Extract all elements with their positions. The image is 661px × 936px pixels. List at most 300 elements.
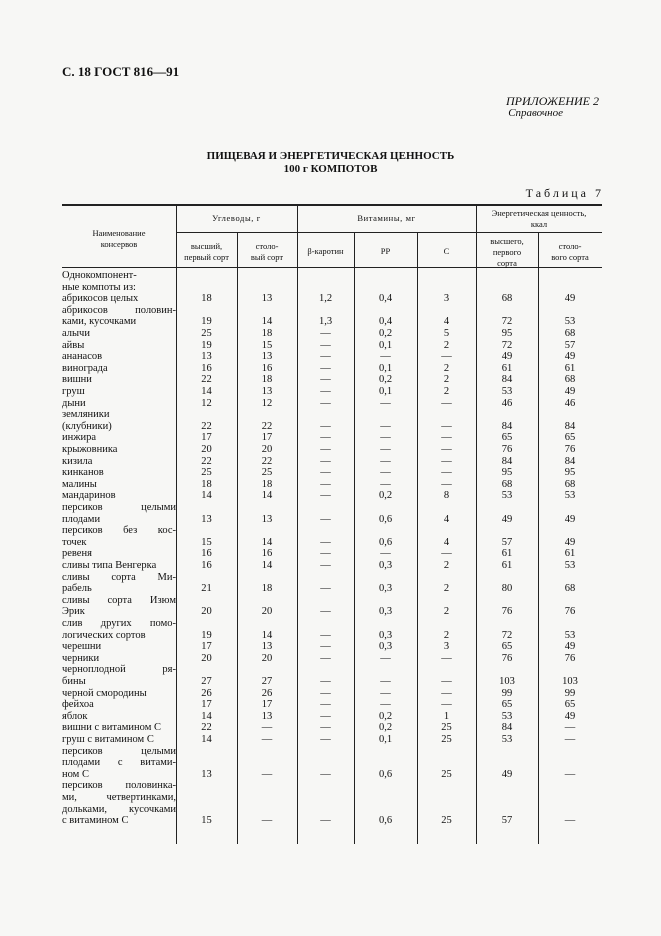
value-pp: — (380, 467, 391, 479)
row-name-line: груш с витамином С (62, 734, 154, 745)
value-energy-high: 84 (501, 374, 513, 386)
value-beta-carotene: 1,2 (318, 293, 333, 305)
table-row (62, 456, 602, 468)
value-beta-carotene: — (320, 629, 331, 641)
value-beta-carotene: — (320, 710, 331, 722)
value-beta-carotene: — (320, 560, 331, 571)
value-carbs-high: 20 (201, 444, 212, 455)
row-name-line: черники (62, 652, 100, 664)
value-pp: 0,3 (378, 560, 393, 571)
value-energy-high: 103 (499, 675, 515, 687)
table-row (62, 409, 602, 432)
value-pp: 0,3 (378, 583, 393, 595)
value-pp: 0,3 (378, 629, 393, 641)
value-c: 5 (443, 328, 450, 339)
value-carbs-table: 18 (261, 478, 273, 490)
value-carbs-high: 14 (201, 386, 212, 397)
row-name-line: Однокомпонент- (62, 270, 137, 281)
table-row (62, 351, 602, 363)
table-label: Таблица 7 (525, 186, 604, 200)
document-title-line1: ПИЩЕВАЯ И ЭНЕРГЕТИЧЕСКАЯ ЦЕННОСТЬ (206, 150, 455, 162)
value-pp: 0,1 (378, 386, 393, 397)
header-carbs: Углеводы, г (212, 213, 261, 223)
value-energy-table: 49 (564, 536, 576, 548)
value-carbs-table: 13 (261, 386, 273, 397)
value-pp: — (380, 397, 391, 409)
value-pp: — (380, 432, 391, 444)
table-row (62, 699, 602, 711)
table-row (62, 432, 602, 444)
value-energy-table: 68 (564, 583, 576, 595)
value-carbs-high: 19 (201, 339, 212, 351)
value-energy-high: 46 (501, 397, 513, 409)
header-energy-table: столо- вого сорта (551, 241, 589, 262)
value-beta-carotene: — (320, 675, 331, 687)
value-c: — (441, 420, 452, 432)
value-beta-carotene: 1,3 (318, 316, 333, 328)
value-carbs-table: 13 (261, 293, 273, 305)
value-carbs-high: 14 (201, 734, 212, 745)
value-carbs-high: 19 (201, 629, 212, 641)
value-beta-carotene: — (320, 699, 331, 711)
row-name-line: яблок (62, 710, 88, 722)
value-c: — (441, 444, 452, 455)
value-pp: 0,2 (378, 328, 393, 339)
row-name-line: черной смородины (62, 687, 147, 699)
table-row (62, 525, 602, 548)
value-energy-table: 49 (564, 641, 576, 653)
row-name-line: сливы типа Венгерка (62, 560, 157, 571)
value-energy-table: — (564, 722, 576, 734)
table-row (62, 328, 602, 340)
value-energy-high: 76 (501, 606, 513, 618)
value-energy-table: — (564, 768, 576, 780)
row-name-line: дольками, кусочками (62, 803, 176, 815)
value-c: — (441, 467, 452, 479)
value-energy-high: 53 (501, 386, 513, 397)
table-row (62, 293, 602, 305)
value-carbs-table: 20 (261, 606, 273, 618)
value-pp: 0,2 (378, 710, 393, 722)
value-c: — (441, 687, 452, 699)
value-c: 3 (443, 641, 450, 653)
value-carbs-high: 22 (201, 420, 212, 432)
value-pp: 0,3 (378, 606, 393, 618)
table-row (62, 374, 602, 386)
row-name-line: крыжовника (62, 444, 118, 455)
table-row (62, 688, 602, 700)
table-row (62, 398, 602, 410)
value-carbs-high: 21 (201, 583, 212, 595)
value-carbs-high: 13 (201, 768, 212, 780)
value-c: 2 (443, 339, 450, 351)
value-carbs-high: 18 (201, 478, 212, 490)
header-carbs-table: столо- вый сорт (250, 241, 284, 262)
value-energy-high: 95 (501, 467, 513, 479)
value-c: 8 (443, 490, 450, 502)
row-name-line: абрикосов половин- (62, 304, 176, 316)
value-beta-carotene: — (320, 386, 331, 397)
value-carbs-high: 16 (201, 362, 212, 374)
value-c: 1 (443, 710, 450, 722)
row-name-line: винограда (62, 362, 108, 374)
value-beta-carotene: — (320, 513, 331, 525)
value-carbs-table: 14 (261, 629, 273, 641)
row-name-line: (клубники) (62, 420, 112, 432)
value-beta-carotene: — (320, 420, 331, 432)
value-pp: 0,6 (378, 815, 393, 827)
value-carbs-high: 20 (201, 652, 212, 664)
table-row (62, 490, 602, 502)
value-carbs-table: 22 (261, 455, 273, 467)
row-name-line: вишни с витамином С (62, 722, 161, 734)
page-header: С. 18 ГОСТ 816—91 (62, 64, 180, 79)
value-carbs-table: 16 (261, 362, 273, 374)
value-c: 2 (443, 560, 450, 571)
value-carbs-high: 22 (201, 722, 212, 734)
value-energy-high: 84 (501, 722, 513, 734)
value-pp: — (380, 687, 391, 699)
value-pp: 0,6 (378, 513, 393, 525)
value-c: 2 (443, 362, 450, 374)
value-carbs-table: 15 (261, 339, 273, 351)
value-c: — (441, 675, 452, 687)
value-carbs-table: 14 (261, 316, 273, 328)
value-carbs-table: 13 (261, 513, 273, 525)
value-pp: — (380, 548, 391, 560)
value-energy-high: 61 (501, 560, 513, 571)
value-energy-high: 72 (501, 316, 513, 328)
value-pp: 0,2 (378, 374, 393, 386)
table-row (62, 780, 602, 826)
table-row (62, 641, 602, 653)
value-beta-carotene: — (320, 768, 331, 780)
value-carbs-table: — (261, 722, 273, 734)
value-energy-high: 57 (501, 536, 513, 548)
value-energy-table: 103 (562, 675, 578, 687)
header-pp: PP (380, 246, 391, 256)
header-name: Наименование консервов (92, 228, 146, 249)
row-name-line: вишни (62, 374, 92, 386)
value-energy-table: 68 (564, 328, 576, 339)
value-carbs-table: 20 (261, 652, 273, 664)
table-row (62, 560, 602, 572)
header-beta-carotene: β-каротин (307, 246, 344, 256)
value-beta-carotene: — (320, 536, 331, 548)
row-name-line: логических сортов (62, 629, 146, 641)
value-carbs-high: 14 (201, 490, 212, 502)
row-name-line: ками, кусочками (62, 316, 137, 328)
row-name-line: мандаринов (62, 490, 116, 502)
value-carbs-high: 14 (201, 710, 212, 722)
value-pp: 0,6 (378, 536, 393, 548)
value-c: — (441, 351, 452, 363)
value-carbs-table: 13 (261, 641, 273, 653)
table-row (62, 305, 602, 328)
value-pp: — (380, 351, 391, 363)
table-row (62, 653, 602, 665)
value-beta-carotene: — (320, 455, 331, 467)
value-carbs-high: 15 (201, 815, 212, 827)
value-energy-high: 53 (501, 734, 513, 745)
table-row (62, 444, 602, 456)
row-name-line: фейхоа (62, 699, 94, 711)
value-energy-table: 49 (564, 293, 576, 305)
value-pp: 0,4 (378, 316, 393, 328)
row-name-line: Эрик (62, 606, 85, 618)
value-pp: 0,6 (378, 768, 393, 780)
row-name-line: ми, четвертинками, (62, 791, 176, 803)
row-name-line: плодами с витами- (62, 757, 176, 769)
value-beta-carotene: — (320, 734, 331, 745)
value-energy-high: 53 (501, 490, 513, 502)
table-row (62, 340, 602, 352)
value-carbs-high: 22 (201, 455, 212, 467)
value-carbs-table: 17 (261, 432, 273, 444)
row-name-line: сливы сорта Ми- (62, 571, 176, 583)
value-c: — (441, 699, 452, 711)
value-c: 2 (443, 374, 450, 386)
value-energy-table: 95 (564, 467, 576, 479)
header-c: C (443, 246, 450, 256)
value-pp: — (380, 675, 391, 687)
value-pp: — (380, 455, 391, 467)
value-energy-high: 53 (501, 710, 513, 722)
row-name-line: кинканов (62, 467, 104, 479)
value-carbs-table: — (261, 734, 273, 745)
value-pp: 0,3 (378, 641, 393, 653)
value-c: 2 (443, 629, 450, 641)
value-c: 25 (441, 768, 452, 780)
table-row (62, 548, 602, 560)
value-pp: — (380, 444, 391, 455)
value-energy-table: 76 (564, 444, 576, 455)
value-energy-table: 61 (564, 362, 576, 374)
table-row (62, 734, 602, 746)
value-carbs-high: 22 (201, 374, 212, 386)
table-row (62, 270, 602, 293)
value-carbs-table: — (261, 815, 273, 827)
table-row (62, 595, 602, 618)
value-c: 4 (443, 513, 450, 525)
value-carbs-high: 26 (201, 687, 212, 699)
value-beta-carotene: — (320, 351, 331, 363)
row-name-line: ревеня (62, 548, 92, 560)
value-energy-high: 99 (501, 687, 513, 699)
value-energy-high: 80 (501, 583, 513, 595)
value-pp: 0,1 (378, 362, 393, 374)
value-pp: — (380, 699, 391, 711)
value-energy-high: 95 (501, 328, 513, 339)
table-row (62, 572, 602, 595)
table-row (62, 502, 602, 525)
row-name-line: персиков без кос- (62, 525, 176, 537)
value-carbs-high: 13 (201, 513, 212, 525)
table-row (62, 618, 602, 641)
value-energy-table: 68 (564, 374, 576, 386)
value-energy-high: 49 (501, 768, 513, 780)
value-c: 3 (443, 293, 450, 305)
value-beta-carotene: — (320, 328, 331, 339)
value-energy-table: — (564, 815, 576, 827)
row-name-line: малины (62, 478, 97, 490)
row-name-line: персиков целыми (62, 745, 176, 757)
value-energy-high: 72 (501, 339, 513, 351)
value-pp: 0,2 (378, 490, 393, 502)
table-row (62, 386, 602, 398)
row-name-line: сливы сорта Изюм (62, 594, 176, 606)
value-energy-table: 84 (564, 455, 576, 467)
value-energy-table: 65 (564, 432, 576, 444)
value-carbs-table: 13 (261, 710, 273, 722)
value-carbs-high: 25 (201, 328, 212, 339)
table-row (62, 664, 602, 687)
table-row (62, 722, 602, 734)
value-carbs-table: 20 (261, 444, 273, 455)
value-beta-carotene: — (320, 339, 331, 351)
row-name-line: точек (62, 536, 87, 548)
value-c: 2 (443, 386, 450, 397)
row-name-line: черешни (62, 641, 102, 653)
value-carbs-table: 14 (261, 490, 273, 502)
value-c: 4 (443, 536, 450, 548)
value-energy-table: 46 (564, 397, 576, 409)
document-title-line2: 100 г КОМПОТОВ (283, 163, 378, 175)
value-carbs-high: 25 (201, 467, 212, 479)
value-energy-high: 76 (501, 444, 513, 455)
row-name-line: рабель (62, 583, 92, 595)
value-carbs-high: 13 (201, 351, 212, 363)
value-energy-high: 68 (501, 478, 513, 490)
value-pp: — (380, 652, 391, 664)
value-c: — (441, 548, 452, 560)
value-energy-table: 99 (564, 687, 576, 699)
value-energy-high: 57 (501, 815, 513, 827)
value-beta-carotene: — (320, 374, 331, 386)
value-energy-table: 49 (564, 351, 576, 363)
appendix-subtitle: Справочное (508, 107, 563, 119)
value-beta-carotene: — (320, 490, 331, 502)
row-name-line: плодами (62, 513, 101, 525)
value-c: 25 (441, 734, 452, 745)
value-beta-carotene: — (320, 397, 331, 409)
value-energy-high: 65 (501, 641, 513, 653)
value-energy-table: 76 (564, 652, 576, 664)
value-energy-table: 49 (564, 513, 576, 525)
value-c: — (441, 432, 452, 444)
value-carbs-high: 27 (201, 675, 212, 687)
value-beta-carotene: — (320, 467, 331, 479)
row-name-line: инжира (62, 432, 97, 444)
value-beta-carotene: — (320, 583, 331, 595)
value-carbs-high: 17 (201, 699, 212, 711)
value-c: — (441, 652, 452, 664)
value-beta-carotene: — (320, 606, 331, 618)
value-pp: 0,1 (378, 339, 393, 351)
value-carbs-table: 17 (261, 699, 273, 711)
value-pp: 0,2 (378, 722, 393, 734)
value-energy-table: 53 (564, 629, 576, 641)
table-row (62, 467, 602, 479)
value-carbs-table: 27 (261, 675, 273, 687)
table-row (62, 363, 602, 375)
value-energy-high: 49 (501, 513, 513, 525)
row-name-line: ные компоты из: (62, 281, 136, 293)
row-name-line: земляники (62, 409, 110, 421)
header-vitamins: Витамины, мг (357, 213, 416, 223)
value-carbs-table: 22 (261, 420, 273, 432)
header-carbs-high: высший, первый сорт (184, 241, 229, 262)
value-energy-table: 53 (564, 316, 576, 328)
table-top-rule (62, 204, 602, 206)
value-carbs-table: 16 (261, 548, 273, 560)
value-beta-carotene: — (320, 444, 331, 455)
row-name-line: бины (62, 675, 86, 687)
value-energy-high: 84 (501, 420, 513, 432)
value-beta-carotene: — (320, 548, 331, 560)
value-carbs-table: 18 (261, 583, 273, 595)
value-energy-table: 68 (564, 478, 576, 490)
value-c: 25 (441, 722, 452, 734)
value-beta-carotene: — (320, 722, 331, 734)
row-name-line: ном С (62, 768, 89, 780)
value-carbs-high: 15 (201, 536, 212, 548)
value-energy-table: 65 (564, 699, 576, 711)
value-energy-high: 68 (501, 293, 513, 305)
value-energy-table: 76 (564, 606, 576, 618)
value-energy-high: 72 (501, 629, 513, 641)
value-energy-high: 65 (501, 432, 513, 444)
value-pp: 0,4 (378, 293, 393, 305)
value-c: — (441, 397, 452, 409)
value-pp: 0,1 (378, 734, 393, 745)
value-energy-high: 61 (501, 362, 513, 374)
value-carbs-table: 13 (261, 351, 273, 363)
value-energy-high: 76 (501, 652, 513, 664)
value-energy-table: 53 (564, 560, 576, 571)
value-beta-carotene: — (320, 362, 331, 374)
value-beta-carotene: — (320, 815, 331, 827)
row-name-line: айвы (62, 339, 85, 351)
row-name-line: груш (62, 386, 85, 397)
value-energy-high: 84 (501, 455, 513, 467)
value-carbs-table: — (261, 768, 273, 780)
header-energy: Энергетическая ценность, ккал (491, 208, 587, 229)
header-energy-high: высшего, первого сорта (490, 236, 524, 268)
value-carbs-table: 14 (261, 536, 273, 548)
row-name-line: абрикосов целых (62, 293, 139, 305)
value-carbs-table: 26 (261, 687, 273, 699)
row-name-line: черноплодной ря- (62, 664, 176, 676)
value-energy-table: 61 (564, 548, 576, 560)
row-name-line: персиков половинка- (62, 780, 176, 792)
value-energy-table: 49 (564, 386, 576, 397)
value-carbs-high: 19 (201, 316, 212, 328)
value-energy-high: 49 (501, 351, 513, 363)
value-c: 2 (443, 583, 450, 595)
value-carbs-table: 18 (261, 328, 273, 339)
value-carbs-high: 18 (201, 293, 212, 305)
value-energy-high: 65 (501, 699, 513, 711)
value-energy-table: 49 (564, 710, 576, 722)
value-c: 2 (443, 606, 450, 618)
value-energy-table: — (564, 734, 576, 745)
value-c: — (441, 478, 452, 490)
value-pp: — (380, 478, 391, 490)
value-pp: — (380, 420, 391, 432)
value-carbs-table: 14 (261, 560, 273, 571)
value-beta-carotene: — (320, 652, 331, 664)
